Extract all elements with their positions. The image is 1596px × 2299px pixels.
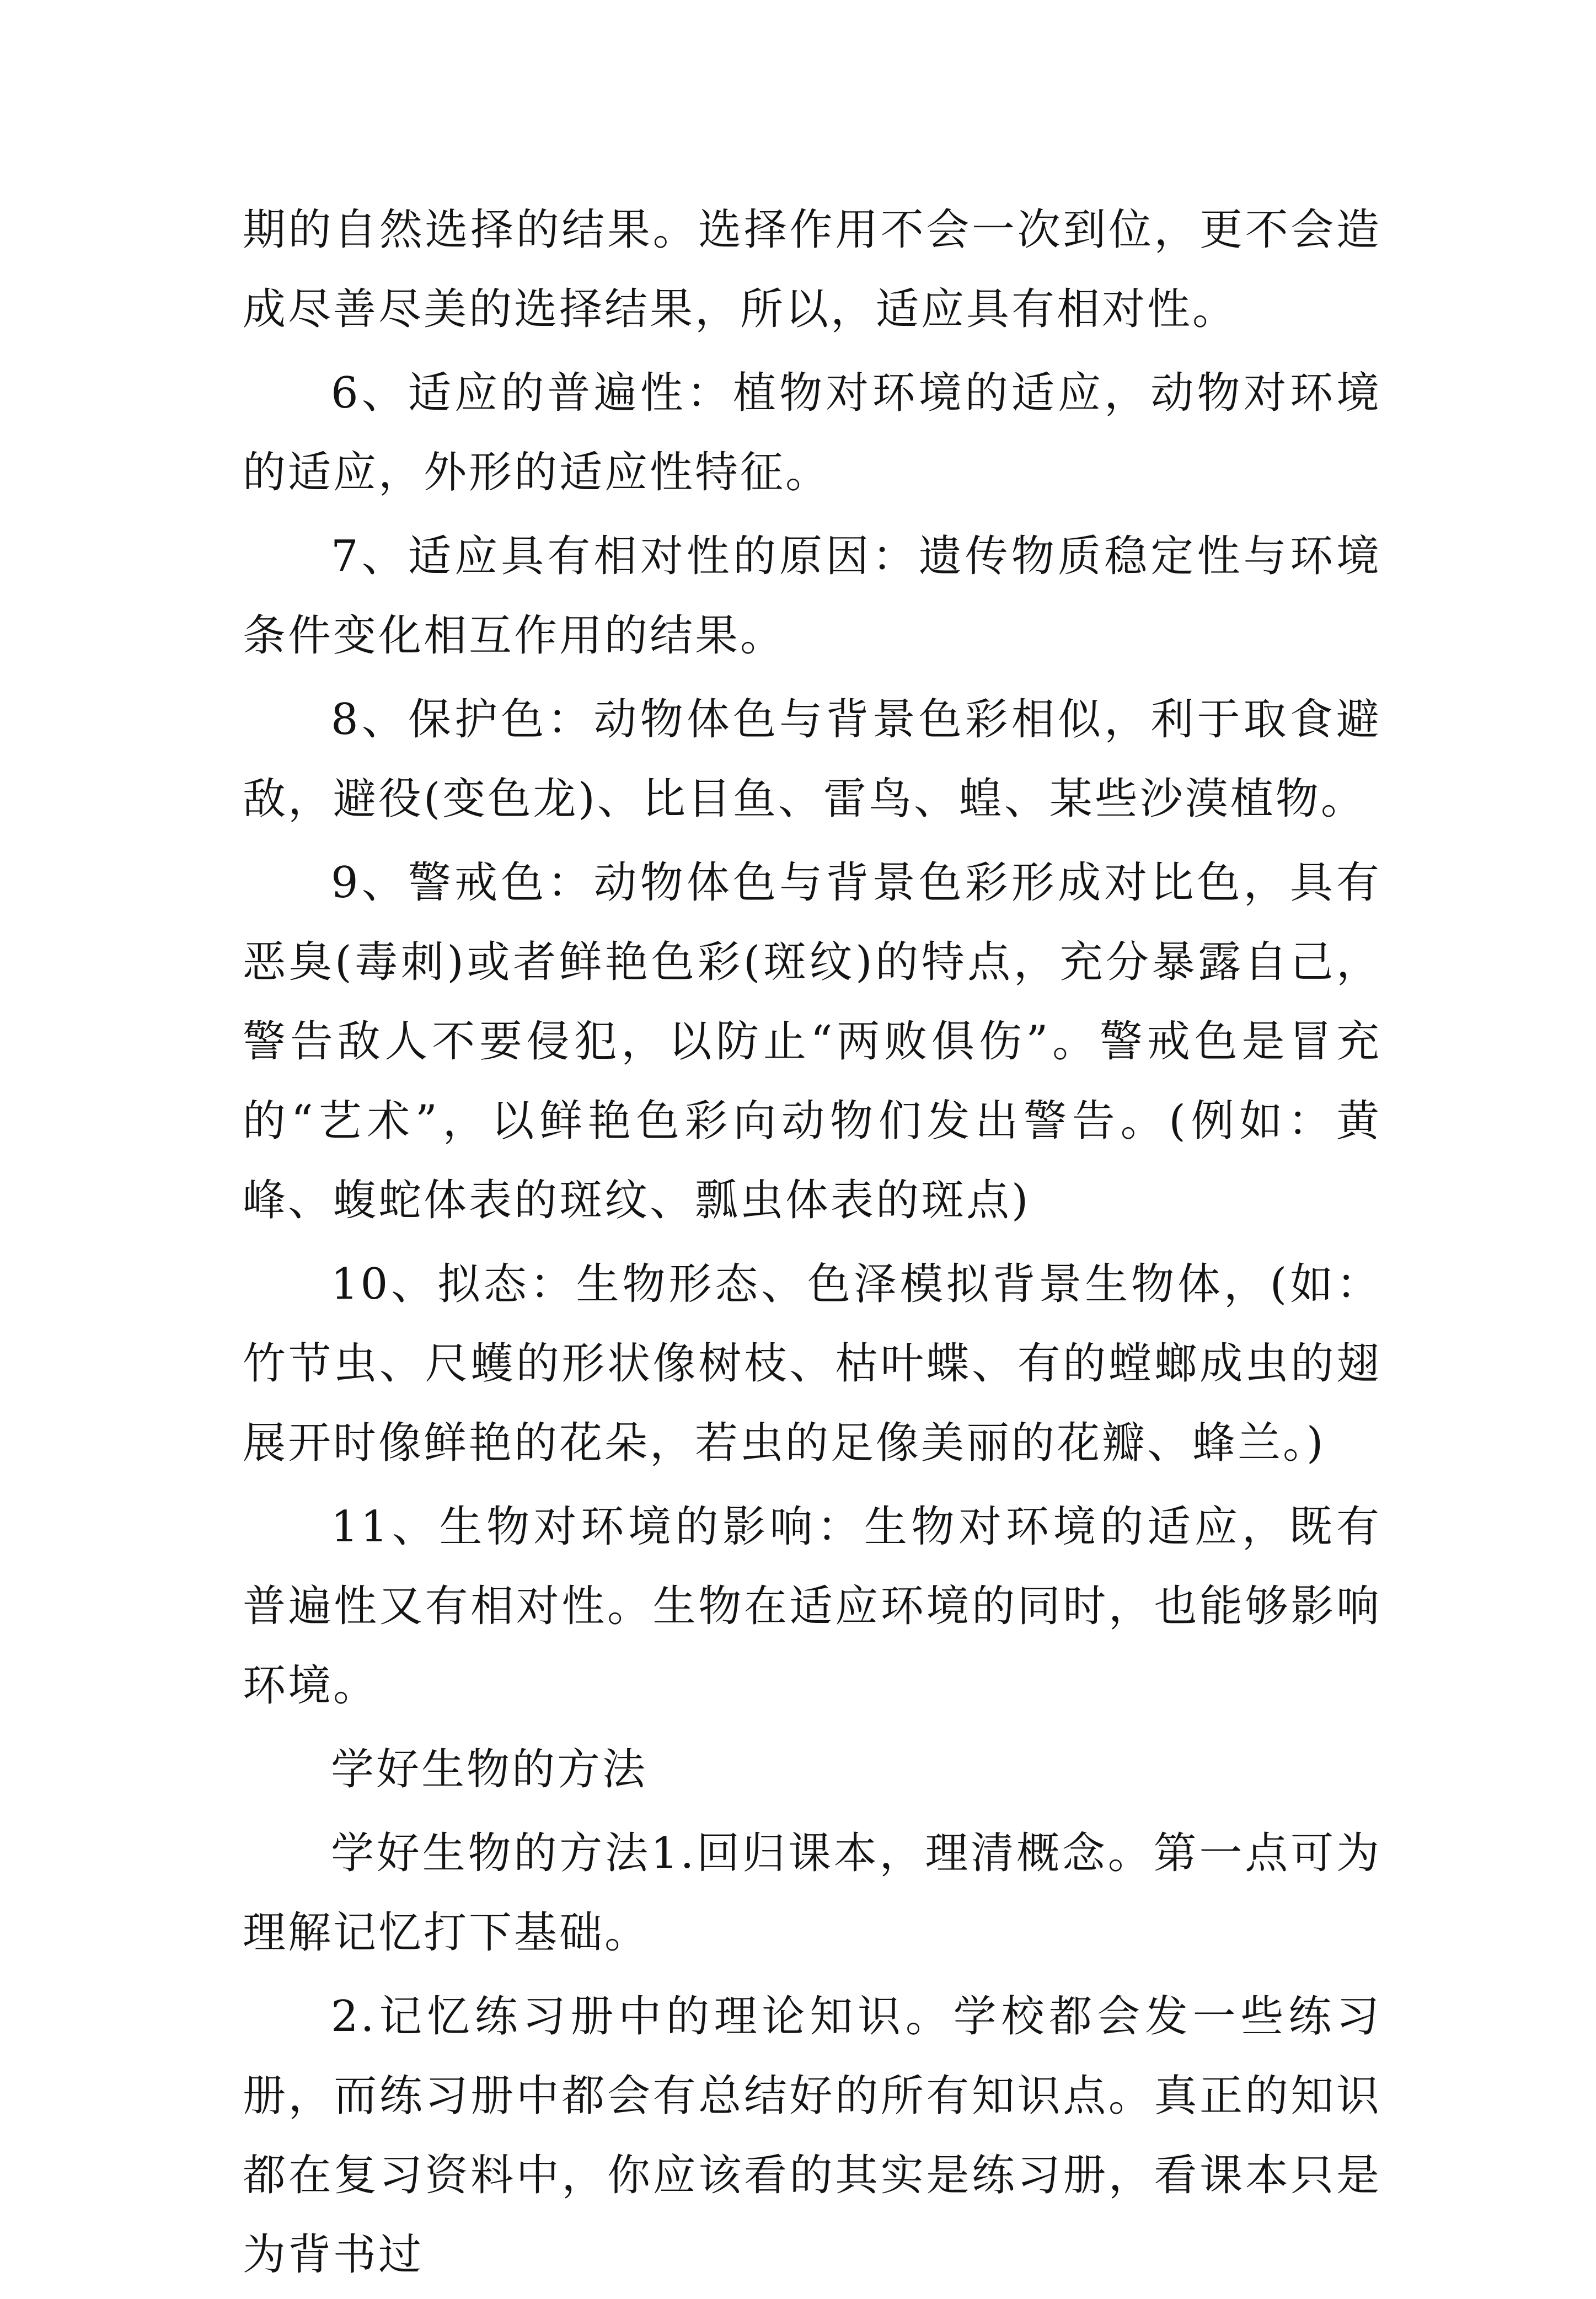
section-heading: 学好生物的方法	[331, 1745, 648, 1794]
paragraph-item-10: 10、拟态：生物形态、色泽模拟背景生物体，(如：竹节虫、尺蠖的形状像树枝、枯叶蝶、有的螳螂成虫的翅展开时像鲜艳的花朵，若虫的足像美丽的花瓣、蜂兰。)	[243, 1260, 1381, 1468]
paragraph-item-11: 11、生物对环境的影响：生物对环境的适应，既有普遍性又有相对性。生物在适应环境的同时，也能够影响环境。	[243, 1502, 1381, 1711]
paragraph-item-7: 7、适应具有相对性的原因：遗传物质稳定性与环境条件变化相互作用的结果。	[243, 532, 1381, 661]
paragraph-item-6: 6、适应的普遍性：植物对环境的适应，动物对环境的适应，外形的适应性特征。	[243, 368, 1381, 497]
document-body	[243, 190, 1381, 2299]
paragraph-item-9: 9、警戒色：动物体色与背景色彩形成对比色，具有恶臭(毒刺)或者鲜艳色彩(斑纹)的特点，充分暴露自己，警告敌人不要侵犯，以防止“两败俱伤”。警戒色是冒充的“艺术”，以鲜艳色彩向动物们发出警告。(例如：黄峰、蝮蛇体表的斑纹、瓢虫体表的斑点)	[243, 858, 1381, 1225]
paragraph-item-8: 8、保护色：动物体色与背景色彩相似，利于取食避敌，避役(变色龙)、比目鱼、雷鸟、蝗、某些沙漠植物。	[243, 695, 1381, 824]
paragraph-method-1: 学好生物的方法1.回归课本，理清概念。第一点可为理解记忆打下基础。	[243, 1829, 1381, 1958]
paragraph-continuation: 期的自然选择的结果。选择作用不会一次到位，更不会造成尽善尽美的选择结果，所以，适应具有相对性。	[243, 205, 1381, 334]
paragraph-method-2: 2.记忆练习册中的理论知识。学校都会发一些练习册，而练习册中都会有总结好的所有知识点。真正的知识都在复习资料中，你应该看的其实是练习册，看课本只是为背书过	[243, 1992, 1381, 2280]
